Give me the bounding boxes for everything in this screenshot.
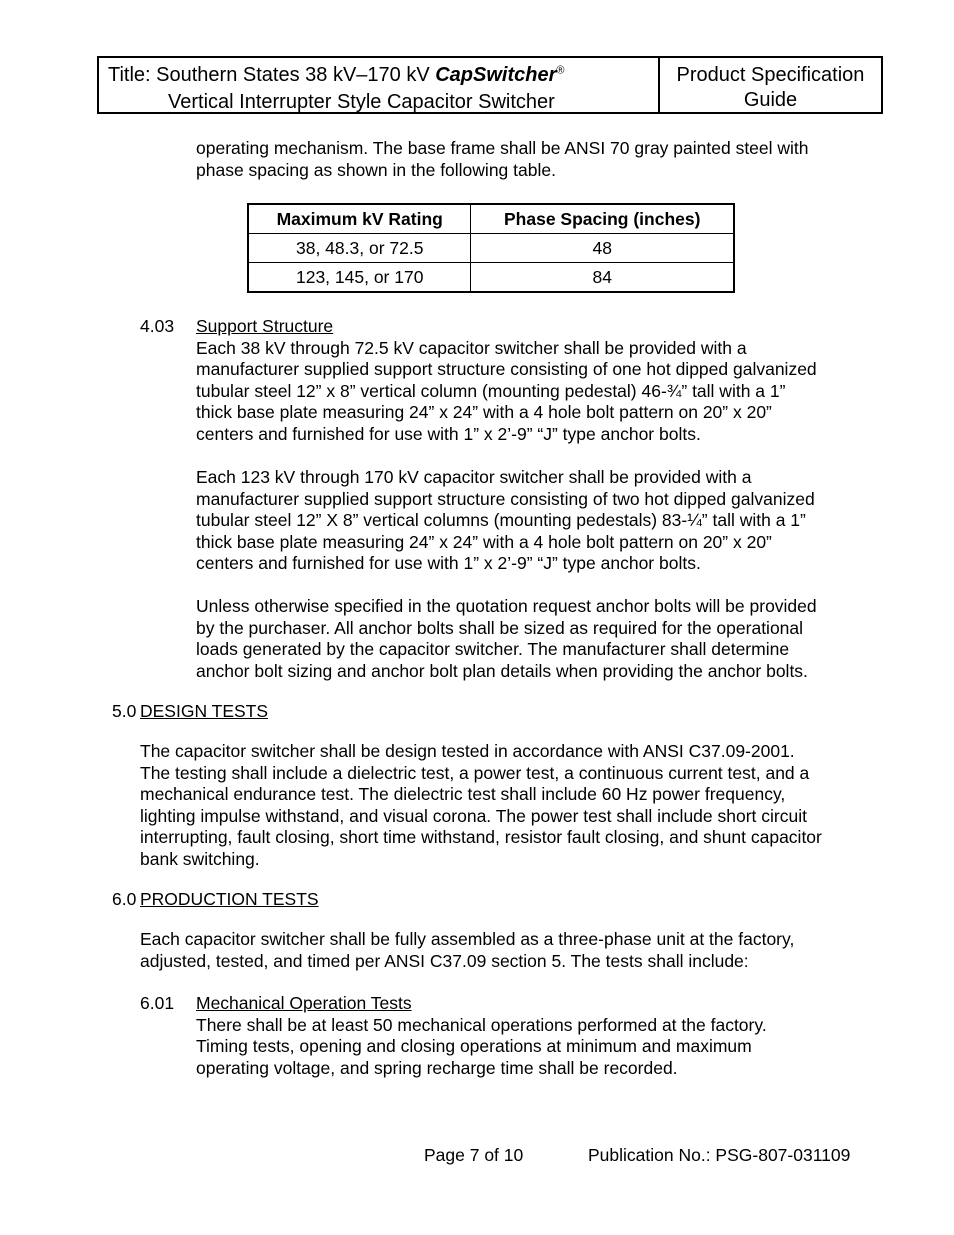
table-cell: 123, 145, or 170 (248, 263, 471, 293)
paragraph-line: loads generated by the capacitor switcher. The manufacturer shall determine (196, 639, 790, 659)
paragraph-line: interrupting, fault closing, short time withstand, resistor fault closing, and shunt capacitor (140, 827, 822, 847)
paragraph-line: by the purchaser. All anchor bolts shall be sized as required for the operational (196, 617, 804, 638)
table-cell: 48 (471, 234, 734, 263)
brand-name: CapSwitcher (435, 64, 557, 86)
publication-number: Publication No.: PSG-807-031109 (588, 1145, 851, 1165)
section-heading: DESIGN TESTS (140, 701, 269, 721)
section-4-03-paragraph-2 (196, 467, 815, 575)
paragraph-line: adjusted, tested, and timed per ANSI C37.09 section 5. The tests shall include: (140, 950, 749, 971)
section-heading: PRODUCTION TESTS (140, 889, 319, 909)
paragraph-line: tubular steel 12” X 8” vertical columns (mounting pedestals) 83-¼” tall with a 1” (196, 510, 806, 530)
title-line-2: Vertical Interrupter Style Capacitor Switcher (168, 91, 555, 113)
table-header-cell: Maximum kV Rating (248, 204, 471, 234)
paragraph-line: centers and furnished for use with 1” x 2’-9” “J” type anchor bolts. (196, 553, 701, 573)
paragraph-line: Timing tests, opening and closing operations at minimum and maximum (196, 1036, 752, 1056)
table-cell: 84 (471, 263, 734, 293)
paragraph-line: Each capacitor switcher shall be fully assembled as a three-phase unit at the factory, (140, 929, 795, 949)
section-4-03-paragraph-3 (196, 596, 817, 682)
section-number: 4.03 (140, 316, 175, 336)
paragraph-line: lighting impulse withstand, and visual corona. The power test shall include short circuit (140, 805, 807, 826)
title-prefix: Title: Southern States 38 kV–170 kV (108, 64, 436, 86)
section-6-0-paragraph (140, 929, 794, 972)
document-header (97, 56, 883, 114)
phase-spacing-table (247, 203, 735, 293)
table-cell: 38, 48.3, or 72.5 (248, 234, 471, 263)
spec-cell (660, 58, 881, 112)
spec-line-2: Guide (743, 89, 798, 111)
intro-line: operating mechanism. The base frame shall be ANSI 70 gray painted steel with (196, 138, 809, 158)
section-heading: Mechanical Operation Tests (196, 993, 412, 1013)
intro-paragraph (196, 138, 809, 181)
paragraph-line: The testing shall include a dielectric test, a power test, a continuous current test, and a (140, 762, 810, 783)
title-cell (99, 58, 660, 112)
paragraph-line: Each 38 kV through 72.5 kV capacitor switcher shall be provided with a (196, 337, 747, 358)
paragraph-line: anchor bolt sizing and anchor bolt plan details when providing the anchor bolts. (196, 660, 808, 681)
section-number: 6.0 (112, 889, 137, 909)
page-number: Page 7 of 10 (424, 1145, 524, 1165)
paragraph-line: Unless otherwise specified in the quotation request anchor bolts will be provided (196, 596, 817, 616)
paragraph-line: thick base plate measuring 24” x 24” with a 4 hole bolt pattern on 20” x 20” (196, 531, 772, 552)
paragraph-line: operating voltage, and spring recharge time shall be recorded. (196, 1057, 678, 1078)
paragraph-line: manufacturer supplied support structure consisting of two hot dipped galvanized (196, 488, 815, 509)
table-row (248, 263, 734, 293)
title-line-1 (99, 62, 658, 89)
section-4-03 (196, 316, 817, 445)
paragraph-line: Each 123 kV through 170 kV capacitor switcher shall be provided with a (196, 467, 752, 487)
section-number: 5.0 (112, 701, 137, 721)
table-header-cell: Phase Spacing (inches) (471, 204, 734, 234)
table-row (248, 234, 734, 263)
paragraph-line: bank switching. (140, 848, 260, 869)
paragraph-line: The capacitor switcher shall be design tested in accordance with ANSI C37.09-2001. (140, 741, 795, 761)
table-header-row (248, 204, 734, 234)
registered-mark: ® (556, 64, 565, 77)
section-heading: Support Structure (196, 316, 334, 336)
section-number: 6.01 (140, 993, 175, 1013)
paragraph-line: tubular steel 12” x 8” vertical column (mounting pedestal) 46-¾” tall with a 1” (196, 380, 786, 401)
paragraph-line: mechanical endurance test. The dielectric test shall include 60 Hz power frequency, (140, 784, 786, 804)
section-6-01 (196, 993, 767, 1079)
spec-line-1: Product Specification (676, 64, 865, 86)
paragraph-line: centers and furnished for use with 1” x 2’-9” “J” type anchor bolts. (196, 423, 701, 444)
paragraph-line: thick base plate measuring 24” x 24” with a 4 hole bolt pattern on 20” x 20” (196, 402, 772, 422)
intro-line: phase spacing as shown in the following table. (196, 159, 556, 180)
section-5-0-paragraph (140, 741, 822, 870)
paragraph-line: manufacturer supplied support structure consisting of one hot dipped galvanized (196, 359, 817, 379)
paragraph-line: There shall be at least 50 mechanical operations performed at the factory. (196, 1014, 767, 1035)
